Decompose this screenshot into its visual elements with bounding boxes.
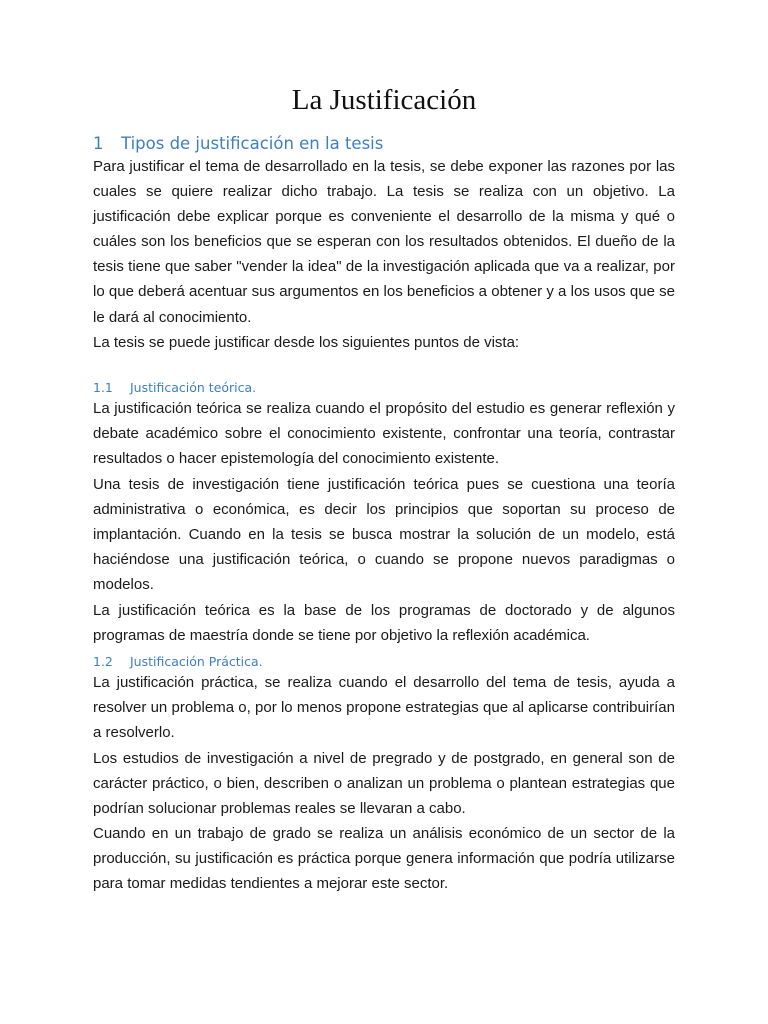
paragraph: Los estudios de investigación a nivel de pregrado y de postgrado, en general son de carácter práctico, o bien, describen o analizan un problema o plantean estrategias que podrían solucionar problemas reales se llevaran a cabo.: [93, 750, 675, 818]
section-number: 1.1: [93, 380, 113, 395]
section-number: 1.2: [93, 654, 113, 669]
paragraph: Una tesis de investigación tiene justificación teórica pues se cuestiona una teoría administrativa o económica, es decir los principios que soportan su proceso de implantación. Cuando en la tesis se busca mostrar la solución de un modelo, está haciéndose una justificación teórica, o cuando se propone nuevos paradigmas o modelos.: [93, 476, 675, 594]
paragraph: Para justificar el tema de desarrollado en la tesis, se debe exponer las razones por las cuales se quiere realizar dicho trabajo. La tesis se realiza con un objetivo. La justificación debe explicar porque es conveniente el desarrollo de la misma y qué o cuáles son los beneficios que se esperan con los resultados obtenidos. El dueño de la tesis tiene que saber "vender la idea" de la investigación aplicada que va a realizar, por lo que deberá acentuar sus argumentos en los beneficios a obtener y a los usos que se le dará al conocimiento.: [93, 158, 675, 326]
paragraph: La tesis se puede justificar desde los siguientes puntos de vista:: [93, 334, 520, 351]
document-title: La Justificación: [291, 84, 477, 116]
section-heading-1-2: [93, 654, 263, 669]
paragraph: La justificación teórica se realiza cuando el propósito del estudio es generar reflexión y debate académico sobre el conocimiento existente, confrontar una teoría, contrastar resultados o hacer epistemología del conocimiento existente.: [93, 400, 675, 468]
section-heading-1: [93, 134, 383, 153]
paragraph: La justificación práctica, se realiza cuando el desarrollo del tema de tesis, ayuda a resolver un problema o, por lo menos propone estrategias que al aplicarse contribuirían a resolverlo.: [93, 674, 675, 742]
paragraph: Cuando en un trabajo de grado se realiza un análisis económico de un sector de la producción, su justificación es práctica porque genera información que podría utilizarse para tomar medidas tendientes a mejorar este sector.: [93, 825, 675, 893]
paragraph: La justificación teórica es la base de los programas de doctorado y de algunos programas de maestría donde se tiene por objetivo la reflexión académica.: [93, 602, 675, 645]
section-heading-1-1: [93, 380, 256, 395]
section-title: Justificación teórica.: [130, 380, 257, 395]
section-number: 1: [93, 134, 104, 153]
section-title: Justificación Práctica.: [130, 654, 263, 669]
section-title: Tipos de justificación en la tesis: [121, 134, 384, 153]
